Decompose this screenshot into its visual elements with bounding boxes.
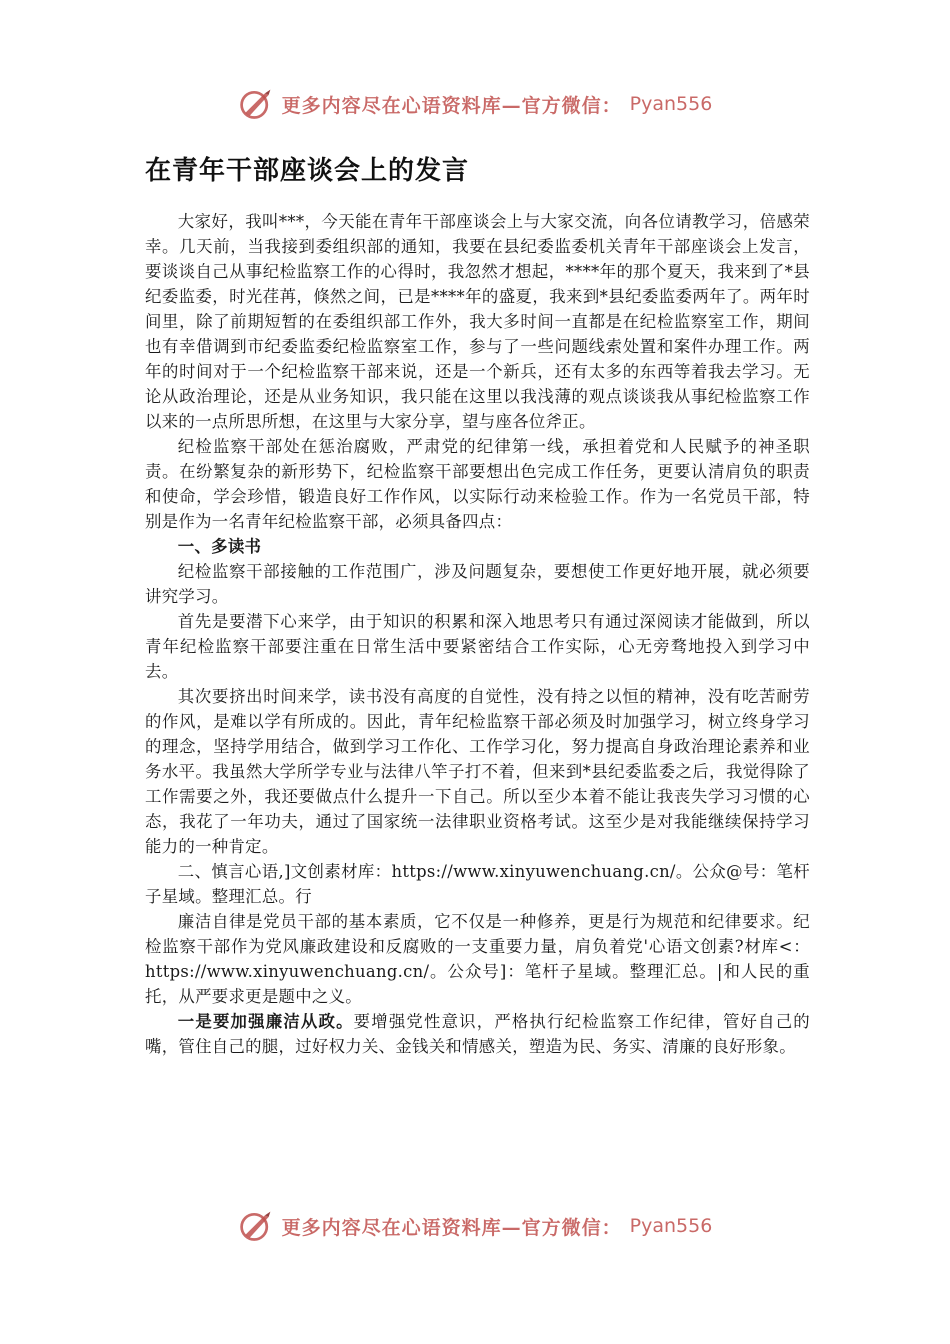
watermark-text: 更多内容尽在心语资料库—官方微信： (281, 1216, 622, 1239)
section-heading-read-more: 一、多读书 (177, 537, 262, 556)
watermark-wechat-id: Pyan556 (629, 93, 713, 115)
section1-paragraph: 首先是要潜下心来学，由于知识的积累和深入地思考只有通过深阅读才能做到，所以青年纪检监察干部要注重在日常生活中要紧密结合工作实际，心无旁骛地投入到学习中去。 (145, 612, 810, 681)
pen-circle-logo-icon (238, 86, 274, 122)
section2-paragraph: 廉洁自律是党员干部的基本素质，它不仅是一种修养，更是行为规范和纪律要求。纪检监察干部作为党风廉政建设和反腐败的一支重要力量，肩负着党'心语文创素?材库<：https://www.xinyuwenchuang.cn/。公众号]：笔杆子星域。整理汇总。|和人民的重托，从严要求更是题中之义。 (145, 912, 810, 1006)
watermark-header (0, 82, 950, 126)
section3-body: 要增强党性意识，严格执行纪检监察工作纪律，管好自己的嘴，管住自己的腿，过好权力关、金钱关和情感关，塑造为民、务实、清廉的良好形象。 (145, 1012, 810, 1056)
section3-paragraph (145, 1009, 810, 1059)
document-title: 在青年干部座谈会上的发言 (145, 156, 470, 186)
section3-lead: 一是要加强廉洁从政。 (177, 1012, 354, 1031)
watermark-footer (0, 1204, 950, 1248)
section1-paragraph: 纪检监察干部接触的工作范围广，涉及问题复杂，要想使工作更好地开展，就必须要讲究学习。 (145, 562, 810, 606)
section-heading-2: 二、慎言心语,]文创素材库：https://www.xinyuwenchuang.cn/。公众@号：笔杆子星域。整理汇总。行 (145, 862, 810, 906)
watermark-wechat-id: Pyan556 (629, 1215, 713, 1237)
document-body (145, 150, 810, 1059)
pen-circle-logo-icon (238, 1208, 274, 1244)
section1-paragraph: 其次要挤出时间来学，读书没有高度的自觉性，没有持之以恒的精神，没有吃苦耐劳的作风，是难以学有所成的。因此，青年纪检监察干部必须及时加强学习，树立终身学习的理念，坚持学用结合，做到学习工作化、工作学习化，努力提高自身政治理论素养和业务水平。我虽然大学所学专业与法律八竿子打不着，但来到*县纪委监委之后，我觉得除了工作需要之外，我还要做点什么提升一下自己。所以至少本着不能让我丧失学习习惯的心态，我花了一年功夫，通过了国家统一法律职业资格考试。这至少是对我能继续保持学习能力的一种肯定。 (145, 687, 810, 856)
intro-paragraph: 大家好，我叫***，今天能在青年干部座谈会上与大家交流，向各位请教学习，倍感荣幸。几天前，当我接到委组织部的通知，我要在县纪委监委机关青年干部座谈会上发言，要谈谈自己从事纪检监察工作的心得时，我忽然才想起，****年的那个夏天，我来到了*县纪委监委，时光荏苒，倏然之间，已是****年的盛夏，我来到*县纪委监委两年了。两年时间里，除了前期短暂的在委组织部工作外，我大多时间一直都是在纪检监察室工作，期间也有幸借调到市纪委监委纪检监察室工作，参与了一些问题线索处置和案件办理工作。两年的时间对于一个纪检监察干部来说，还是一个新兵，还有太多的东西等着我去学习。无论从政治理论，还是从业务知识，我只能在这里以我浅薄的观点谈谈我从事纪检监察工作以来的一点所思所想，在这里与大家分享，望与座各位斧正。 (145, 212, 810, 431)
duty-paragraph: 纪检监察干部处在惩治腐败，严肃党的纪律第一线，承担着党和人民赋予的神圣职责。在纷繁复杂的新形势下，纪检监察干部要想出色完成工作任务，更要认清肩负的职责和使命，学会珍惜，锻造良好工作作风，以实际行动来检验工作。作为一名党员干部，特别是作为一名青年纪检监察干部，必须具备四点： (145, 437, 810, 531)
watermark-text: 更多内容尽在心语资料库—官方微信： (281, 94, 622, 117)
